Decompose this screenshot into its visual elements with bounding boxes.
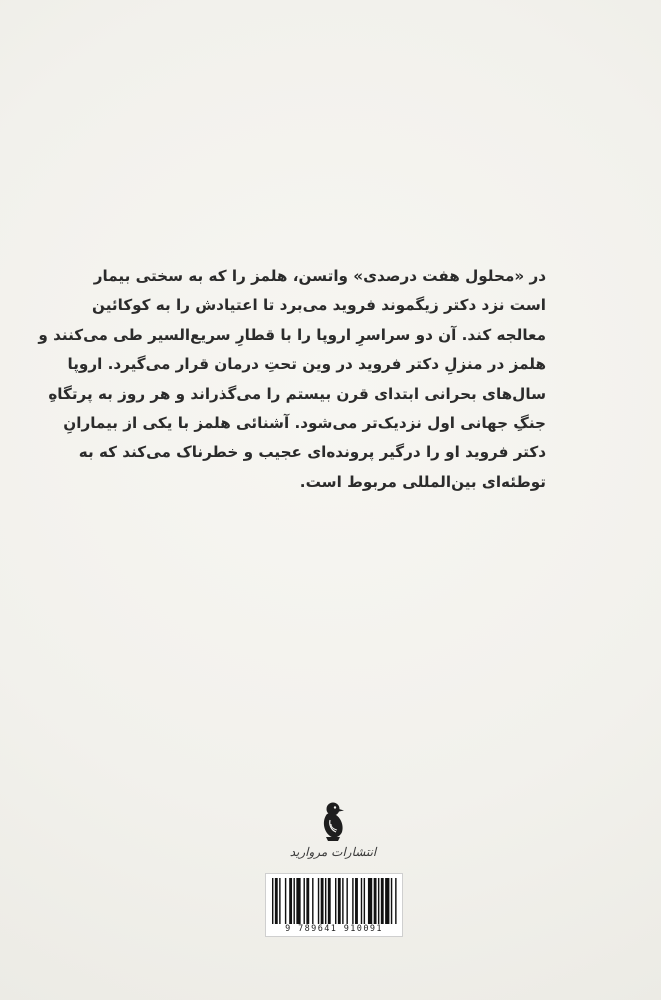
publisher-name: انتشارات مروارید <box>289 845 377 859</box>
barcode-bar <box>279 878 280 924</box>
barcode-bar <box>395 878 396 924</box>
barcode-bar <box>342 878 343 924</box>
blurb-line: توطئه‌ای بین‌المللی مربوط است. <box>299 472 546 491</box>
blurb-line: است نزد دکتر زیگموند فروید می‌برد تا اعتیادش را به کوکائین <box>92 296 546 315</box>
blurb-line: در «محلول هفت درصدی» واتسن، هلمز را که به سختی بیمار <box>93 267 546 285</box>
barcode-bar <box>335 878 336 924</box>
barcode-bar <box>285 878 286 924</box>
barcode-bar <box>304 878 305 924</box>
barcode-bar <box>296 878 300 924</box>
barcode-bar <box>368 878 372 924</box>
barcode-bar <box>361 878 362 924</box>
barcode-bar <box>364 878 365 924</box>
barcode-bar <box>293 878 294 924</box>
barcode-bar <box>378 878 379 924</box>
back-cover-blurb <box>38 262 546 497</box>
barcode-bar <box>306 878 309 924</box>
barcode-bar <box>275 878 278 924</box>
barcode-bar <box>381 878 384 924</box>
blurb-line: جنگِ جهانی اول نزدیک‌تر می‌شود. آشنائی هلمز با یکی از بیمارانِ <box>63 414 546 433</box>
blurb-line: دکتر فروید او را درگیر پرونده‌ای عجیب و خطرناک می‌کند که به <box>78 443 546 462</box>
blurb-line: هلمز در منزلِ دکتر فروید در وین تحتِ درمان قرار می‌گیرد. اروپا <box>67 355 546 374</box>
barcode-bar <box>318 878 319 924</box>
bird-emblem-icon <box>318 800 348 842</box>
barcode-bar <box>321 878 324 924</box>
barcode-bar <box>352 878 353 924</box>
barcode-bar <box>391 878 392 924</box>
barcode-number: 9 789641 910091 <box>285 924 383 934</box>
barcode-bar <box>328 878 331 924</box>
barcode-bar <box>289 878 292 924</box>
barcode-bar <box>272 878 273 924</box>
barcode-bar <box>385 878 389 924</box>
blurb-line: معالجه کند. آن دو سراسرِ اروپا را با قطارِ سریع‌السیر طی می‌کنند و <box>38 325 546 344</box>
barcode-bar <box>346 878 347 924</box>
barcode-bar <box>325 878 326 924</box>
isbn-barcode <box>265 873 403 937</box>
barcode-bar <box>355 878 358 924</box>
barcode-bar <box>338 878 341 924</box>
blurb-line: سال‌های بحرانی ابتدای قرن بیستم را می‌گذراند و هر روز به پرتگاهِ <box>48 384 546 403</box>
barcode-bar <box>374 878 377 924</box>
barcode-bars <box>272 878 398 924</box>
barcode-bar <box>312 878 313 924</box>
